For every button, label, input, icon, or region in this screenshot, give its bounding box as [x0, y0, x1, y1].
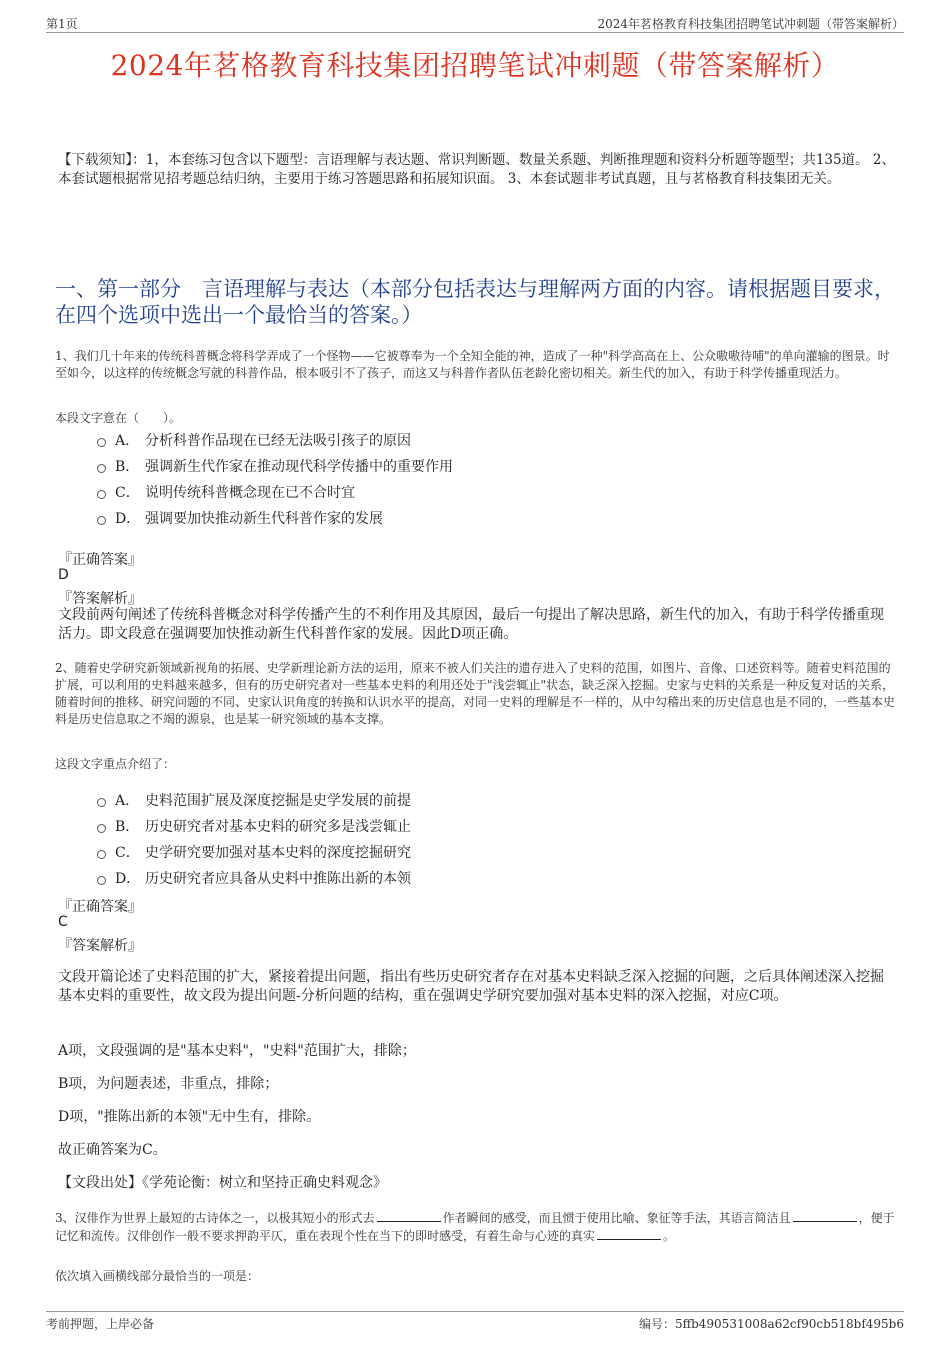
question-1-text: 1、我们几十年来的传统科普概念将科学弄成了一个怪物——它被尊奉为一个全知全能的神，造成了一种"科学高高在上、公众嗷嗷待哺"的单向灌输的图景。时至如今，以这样的传统概念写就的科普作品，根本吸引不了孩子，而这又与科普作者队伍老龄化密切相关。新生代的加入，有助于科学传播重现活力。	[55, 349, 890, 380]
page-number: 第1页	[46, 17, 78, 31]
q1-analysis: 文段前两句阐述了传统科普概念对科学传播产生的不利作用及其原因，最后一句提出了解决思路，新生代的加入，有助于科学传播重现活力。即文段意在强调要加快推动新生代科普作家的发展。因此D项正确。	[58, 607, 884, 642]
radio-icon[interactable]	[97, 516, 106, 525]
q2-source: 【文段出处】《学苑论衡：树立和坚持正确史料观念》	[58, 1175, 387, 1191]
q2-answer-label: 『正确答案』	[58, 899, 142, 915]
radio-icon[interactable]	[97, 824, 106, 833]
q1-option-a[interactable]: A． 分析科普作品现在已经无法吸引孩子的原因	[97, 430, 411, 450]
q2-option-a[interactable]: A． 史料范围扩展及深度挖掘是史学发展的前提	[97, 790, 411, 810]
page-title: 2024年茗格教育科技集团招聘笔试冲刺题（带答案解析）	[110, 49, 840, 82]
footer-slogan: 考前押题，上岸必备	[46, 1317, 155, 1331]
radio-icon[interactable]	[97, 850, 106, 859]
radio-icon[interactable]	[97, 798, 106, 807]
header-doc-title: 2024年茗格教育科技集团招聘笔试冲刺题（带答案解析）	[597, 17, 904, 31]
question-3-text: 3、汉俳作为世界上最短的古诗体之一，以极其短小的形式去 作者瞬间的感受，而且惯于使用比喻、象征等手法，其语言简洁且 ，便于记忆和流传。汉俳创作一般不要求押韵平仄，重在表现个性在当下的即时感受，有着生命与心迹的真实 。	[55, 1211, 895, 1243]
answer-blank[interactable]	[597, 1227, 661, 1240]
footer-serial: 编号：5ffb490531008a62cf90cb518bf495b6	[638, 1317, 904, 1331]
q1-option-d[interactable]: D． 强调要加快推动新生代科普作家的发展	[97, 508, 383, 528]
question-2-text: 2、随着史学研究新领域新视角的拓展、史学新理论新方法的运用，原来不被人们关注的遗存进入了史料的范围，如图片、音像、口述资料等。随着史料范围的扩展，可以利用的史料越来越多，但有的历史研究者对一些基本史料的利用还处于"浅尝辄止"状态，缺乏深入挖掘。史家与史料的关系是一种反复对话的关系，随着时间的推移、研究问题的不同、史家认识角度的转换和认识水平的提高，对同一史料的理解是不一样的，从中勾稽出来的历史信息也是不同的，一些基本史料是历史信息取之不竭的源泉，也是某一研究领域的基本支撑。	[55, 661, 896, 726]
answer-blank[interactable]	[377, 1209, 441, 1222]
radio-icon[interactable]	[97, 876, 106, 885]
q1-answer: D	[58, 567, 69, 583]
q2-note-a: A项，文段强调的是"基本史料"，"史料"范围扩大，排除；	[58, 1043, 416, 1059]
q2-conclusion: 故正确答案为C。	[58, 1142, 167, 1158]
q2-analysis-label: 『答案解析』	[58, 938, 142, 954]
q2-analysis: 文段开篇论述了史料范围的扩大，紧接着提出问题，指出有些历史研究者存在对基本史料缺乏深入挖掘的问题，之后具体阐述深入挖掘基本史料的重要性，故文段为提出问题-分析问题的结构，重在强调史学研究要加强对基本史料的深入挖掘，对应C项。	[58, 969, 884, 1004]
question-3-prompt: 依次填入画横线部分最恰当的一项是：	[55, 1269, 260, 1283]
download-notice: 【下载须知】：1，本套练习包含以下题型：言语理解与表达题、常识判断题、数量关系题、判断推理题和资料分析题等题型；共135道。 2、本套试题根据常见招考题总结归纳，主要用于练习答题思路和拓展知识面。 3、本套试题非考试真题，且与茗格教育科技集团无关。	[58, 152, 895, 187]
q2-note-d: D项，"推陈出新的本领"无中生有，排除。	[58, 1109, 321, 1125]
radio-icon[interactable]	[97, 464, 106, 473]
section-heading: 一、第一部分 言语理解与表达（本部分包括表达与理解两方面的内容。请根据题目要求，在四个选项中选出一个最恰当的答案。）	[55, 277, 895, 327]
q1-analysis-label: 『答案解析』	[58, 591, 142, 607]
answer-blank[interactable]	[793, 1209, 857, 1222]
radio-icon[interactable]	[97, 438, 106, 447]
radio-icon[interactable]	[97, 490, 106, 499]
q2-note-b: B项，为问题表述，非重点，排除；	[58, 1076, 279, 1092]
q1-option-b[interactable]: B． 强调新生代作家在推动现代科学传播中的重要作用	[97, 456, 453, 476]
q2-option-b[interactable]: B． 历史研究者对基本史料的研究多是浅尝辄止	[97, 816, 411, 836]
question-1-prompt: 本段文字意在（ ）。	[55, 411, 182, 425]
q2-answer: C	[58, 914, 68, 930]
q2-option-c[interactable]: C． 史学研究要加强对基本史料的深度挖掘研究	[97, 842, 411, 862]
footer-divider	[46, 1311, 904, 1312]
q1-answer-label: 『正确答案』	[58, 552, 142, 568]
question-2-prompt: 这段文字重点介绍了：	[55, 757, 176, 771]
q2-option-d[interactable]: D． 历史研究者应具备从史料中推陈出新的本领	[97, 868, 411, 888]
q1-option-c[interactable]: C． 说明传统科普概念现在已不合时宜	[97, 482, 355, 502]
header-divider	[46, 32, 904, 33]
